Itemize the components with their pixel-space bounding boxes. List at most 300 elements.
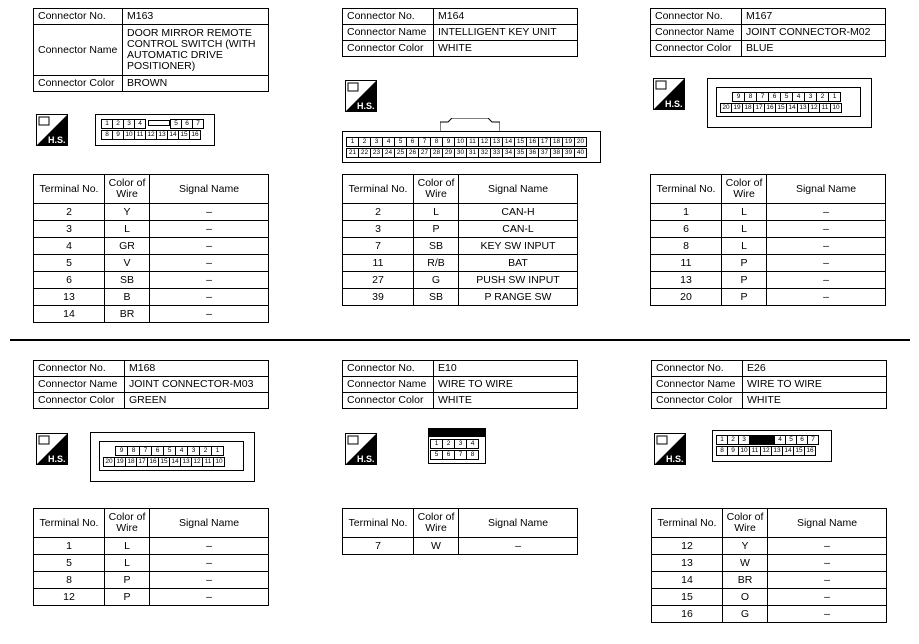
table-cell: 1 xyxy=(651,204,722,221)
pin: 40 xyxy=(574,148,587,158)
pin: 10 xyxy=(738,446,750,456)
pin: 23 xyxy=(370,148,383,158)
table-cell: – xyxy=(767,221,886,238)
pin: 5 xyxy=(394,137,407,147)
pin: 9 xyxy=(732,92,745,102)
pin: 6 xyxy=(406,137,419,147)
table-row xyxy=(34,572,269,589)
pin: 20 xyxy=(103,457,115,467)
connector-face-e26 xyxy=(712,430,832,462)
pin: 13 xyxy=(156,130,168,140)
pin: 16 xyxy=(804,446,816,456)
terminal-no-header: Terminal No. xyxy=(652,509,723,538)
pin: 1 xyxy=(101,119,113,129)
pin: 39 xyxy=(562,148,575,158)
table-cell: – xyxy=(150,306,269,323)
connector-no-label: Connector No. xyxy=(343,361,434,377)
pin: 12 xyxy=(808,103,820,113)
pin: 7 xyxy=(139,446,152,456)
pin: 26 xyxy=(406,148,419,158)
table-row xyxy=(34,555,269,572)
pin: 9 xyxy=(112,130,124,140)
color-of-wire-header: Color of Wire xyxy=(105,175,150,204)
pin: 13 xyxy=(771,446,783,456)
table-cell: – xyxy=(767,204,886,221)
table-row xyxy=(651,204,886,221)
pin-row-bottom xyxy=(104,457,225,467)
pin-row-top xyxy=(717,435,819,445)
pin: 17 xyxy=(136,457,148,467)
table-cell: – xyxy=(768,589,887,606)
table-cell: P xyxy=(105,589,150,606)
table-cell: – xyxy=(459,538,578,555)
pin: 18 xyxy=(742,103,754,113)
pin: 25 xyxy=(394,148,407,158)
table-cell: 39 xyxy=(343,289,414,306)
pin: 14 xyxy=(169,457,181,467)
pin: 10 xyxy=(213,457,225,467)
pin: 20 xyxy=(720,103,732,113)
connector-block-e10 xyxy=(342,360,578,409)
table-cell: 1 xyxy=(34,538,105,555)
signal-name-header: Signal Name xyxy=(459,509,578,538)
table-cell: BR xyxy=(105,306,150,323)
pin: 1 xyxy=(346,137,359,147)
signal-table-m167 xyxy=(650,174,886,306)
color-of-wire-header: Color of Wire xyxy=(723,509,768,538)
table-cell: SB xyxy=(105,272,150,289)
connector-no-label: Connector No. xyxy=(652,361,743,377)
signal-name-header: Signal Name xyxy=(767,175,886,204)
table-row xyxy=(651,289,886,306)
pin: 29 xyxy=(442,148,455,158)
terminal-no-header: Terminal No. xyxy=(343,509,414,538)
table-cell: – xyxy=(150,272,269,289)
pin: 13 xyxy=(490,137,503,147)
table-cell: – xyxy=(768,606,887,623)
connector-face-m164 xyxy=(342,131,601,163)
table-cell: 20 xyxy=(651,289,722,306)
table-row xyxy=(652,538,887,555)
connector-no-label: Connector No. xyxy=(343,9,434,25)
color-of-wire-header: Color of Wire xyxy=(414,175,459,204)
section-divider xyxy=(10,339,910,341)
table-cell: 7 xyxy=(343,538,414,555)
pin-row-bottom xyxy=(717,446,816,456)
pin: 37 xyxy=(538,148,551,158)
table-cell: P xyxy=(722,255,767,272)
table-cell: 3 xyxy=(343,221,414,238)
table-cell: L xyxy=(722,238,767,255)
pin: 12 xyxy=(191,457,203,467)
table-row xyxy=(34,272,269,289)
terminal-no-header: Terminal No. xyxy=(34,175,105,204)
table-cell: 16 xyxy=(652,606,723,623)
table-row xyxy=(651,221,886,238)
connector-no-label: Connector No. xyxy=(34,361,125,377)
pin: 8 xyxy=(127,446,140,456)
pin: 2 xyxy=(442,439,455,449)
pin: 8 xyxy=(101,130,113,140)
signal-name-header: Signal Name xyxy=(150,509,269,538)
pin: 1 xyxy=(211,446,224,456)
table-cell: – xyxy=(150,589,269,606)
table-row xyxy=(34,238,269,255)
table-cell: KEY SW INPUT xyxy=(459,238,578,255)
signal-table-m164 xyxy=(342,174,578,306)
table-cell: R/B xyxy=(414,255,459,272)
table-row xyxy=(343,238,578,255)
pin: 13 xyxy=(797,103,809,113)
harness-side-icon xyxy=(653,78,685,110)
pin: 30 xyxy=(454,148,467,158)
pin: 5 xyxy=(785,435,797,445)
table-cell: Y xyxy=(105,204,150,221)
pin: 6 xyxy=(442,450,455,460)
pin: 14 xyxy=(782,446,794,456)
connector-name-label: Connector Name xyxy=(651,25,742,41)
table-cell: PUSH SW INPUT xyxy=(459,272,578,289)
pin: 7 xyxy=(807,435,819,445)
connector-color-value: BLUE xyxy=(742,41,886,57)
signal-table-e26 xyxy=(651,508,887,623)
table-cell: BAT xyxy=(459,255,578,272)
connector-color-label: Connector Color xyxy=(343,41,434,57)
table-cell: CAN-L xyxy=(459,221,578,238)
connector-block-e26 xyxy=(651,360,887,409)
table-cell: 8 xyxy=(34,572,105,589)
table-row xyxy=(34,589,269,606)
signal-name-header: Signal Name xyxy=(768,509,887,538)
pin: 14 xyxy=(167,130,179,140)
table-row xyxy=(343,204,578,221)
table-row xyxy=(343,221,578,238)
pin: 11 xyxy=(749,446,761,456)
table-cell: L xyxy=(105,538,150,555)
pin: 31 xyxy=(466,148,479,158)
table-cell: W xyxy=(414,538,459,555)
connector-name-label: Connector Name xyxy=(34,377,125,393)
connector-lock xyxy=(749,435,775,445)
table-cell: – xyxy=(150,238,269,255)
table-row xyxy=(651,255,886,272)
pin: 16 xyxy=(764,103,776,113)
pin: 15 xyxy=(178,130,190,140)
pin: 5 xyxy=(170,119,182,129)
table-cell: GR xyxy=(105,238,150,255)
table-cell: – xyxy=(150,572,269,589)
pin: 8 xyxy=(744,92,757,102)
table-row xyxy=(34,306,269,323)
harness-side-icon xyxy=(345,80,377,112)
table-cell: – xyxy=(150,538,269,555)
connector-color-label: Connector Color xyxy=(343,393,434,409)
table-cell: 15 xyxy=(652,589,723,606)
pin-row-top xyxy=(116,446,224,456)
harness-side-icon xyxy=(345,433,377,465)
table-row xyxy=(343,272,578,289)
pin: 3 xyxy=(804,92,817,102)
pin: 18 xyxy=(550,137,563,147)
pin: 8 xyxy=(716,446,728,456)
pin: 4 xyxy=(134,119,146,129)
table-cell: 11 xyxy=(651,255,722,272)
table-cell: V xyxy=(105,255,150,272)
pin-row-top xyxy=(102,119,204,129)
table-cell: P xyxy=(722,272,767,289)
table-row xyxy=(652,606,887,623)
connector-name-value: JOINT CONNECTOR-M02 xyxy=(742,25,886,41)
pin: 1 xyxy=(716,435,728,445)
connector-color-label: Connector Color xyxy=(34,393,125,409)
pin: 10 xyxy=(123,130,135,140)
table-cell: 3 xyxy=(34,221,105,238)
connector-color-label: Connector Color xyxy=(34,76,123,92)
pin: 5 xyxy=(430,450,443,460)
connector-no-value: E26 xyxy=(743,361,887,377)
connector-latch xyxy=(440,118,500,132)
table-cell: – xyxy=(767,255,886,272)
pin: 34 xyxy=(502,148,515,158)
connector-no-value: M168 xyxy=(125,361,269,377)
pin: 2 xyxy=(358,137,371,147)
harness-side-icon xyxy=(654,433,686,465)
table-cell: 2 xyxy=(34,204,105,221)
connector-face-m168 xyxy=(90,432,255,482)
table-cell: P xyxy=(414,221,459,238)
table-cell: 7 xyxy=(343,238,414,255)
table-cell: 2 xyxy=(343,204,414,221)
pin: 1 xyxy=(430,439,443,449)
table-cell: 8 xyxy=(651,238,722,255)
table-row xyxy=(652,589,887,606)
table-cell: B xyxy=(105,289,150,306)
color-of-wire-header: Color of Wire xyxy=(722,175,767,204)
signal-name-header: Signal Name xyxy=(459,175,578,204)
table-cell: L xyxy=(722,221,767,238)
pin: 1 xyxy=(828,92,841,102)
connector-name-label: Connector Name xyxy=(652,377,743,393)
pin: 3 xyxy=(738,435,750,445)
pin: 15 xyxy=(514,137,527,147)
pin: 15 xyxy=(775,103,787,113)
table-cell: – xyxy=(767,272,886,289)
table-cell: 13 xyxy=(652,555,723,572)
connector-color-value: GREEN xyxy=(125,393,269,409)
pin: 14 xyxy=(786,103,798,113)
connector-name-value: INTELLIGENT KEY UNIT xyxy=(434,25,578,41)
pin: 4 xyxy=(382,137,395,147)
pin: 17 xyxy=(753,103,765,113)
pin: 2 xyxy=(199,446,212,456)
pin: 11 xyxy=(202,457,214,467)
table-cell: L xyxy=(722,204,767,221)
connector-color-value: WHITE xyxy=(434,41,578,57)
table-cell: CAN-H xyxy=(459,204,578,221)
signal-table-e10 xyxy=(342,508,578,555)
pin: 2 xyxy=(112,119,124,129)
connector-no-label: Connector No. xyxy=(651,9,742,25)
table-row xyxy=(34,289,269,306)
table-cell: 27 xyxy=(343,272,414,289)
table-row xyxy=(343,538,578,555)
pin: 17 xyxy=(538,137,551,147)
pin: 36 xyxy=(526,148,539,158)
table-cell: 5 xyxy=(34,555,105,572)
pin: 11 xyxy=(466,137,479,147)
pin: 12 xyxy=(760,446,772,456)
table-cell: – xyxy=(150,289,269,306)
table-cell: SB xyxy=(414,238,459,255)
pin: 3 xyxy=(454,439,467,449)
connector-name-label: Connector Name xyxy=(343,377,434,393)
pin: 4 xyxy=(175,446,188,456)
pin: 24 xyxy=(382,148,395,158)
table-cell: 5 xyxy=(34,255,105,272)
pin: 6 xyxy=(768,92,781,102)
connector-color-label: Connector Color xyxy=(652,393,743,409)
table-cell: – xyxy=(767,289,886,306)
table-row xyxy=(343,255,578,272)
table-cell: – xyxy=(767,238,886,255)
hs-label: H.S. xyxy=(665,99,683,109)
pin: 18 xyxy=(125,457,137,467)
table-row xyxy=(652,572,887,589)
pin-row-top xyxy=(431,439,479,449)
pin: 19 xyxy=(114,457,126,467)
signal-table-m168 xyxy=(33,508,269,606)
table-cell: L xyxy=(105,555,150,572)
table-cell: Y xyxy=(723,538,768,555)
terminal-no-header: Terminal No. xyxy=(651,175,722,204)
pin: 8 xyxy=(466,450,479,460)
hs-label: H.S. xyxy=(48,135,66,145)
pin: 6 xyxy=(181,119,193,129)
pin-row-top xyxy=(347,137,587,147)
pin: 9 xyxy=(727,446,739,456)
table-cell: 6 xyxy=(651,221,722,238)
pin: 15 xyxy=(158,457,170,467)
pin: 2 xyxy=(727,435,739,445)
pin: 5 xyxy=(163,446,176,456)
table-row xyxy=(651,238,886,255)
table-row xyxy=(34,255,269,272)
pin: 7 xyxy=(756,92,769,102)
connector-info-table xyxy=(33,8,269,92)
connector-color-value: BROWN xyxy=(123,76,269,92)
table-cell: – xyxy=(150,204,269,221)
pin: 9 xyxy=(115,446,128,456)
pin: 33 xyxy=(490,148,503,158)
pin: 4 xyxy=(792,92,805,102)
table-cell: P RANGE SW xyxy=(459,289,578,306)
connector-block-m168 xyxy=(33,360,269,409)
table-cell: G xyxy=(414,272,459,289)
pin: 3 xyxy=(187,446,200,456)
pin: 10 xyxy=(454,137,467,147)
connector-no-value: M167 xyxy=(742,9,886,25)
pin: 6 xyxy=(796,435,808,445)
table-cell: 11 xyxy=(343,255,414,272)
pin-row-bottom xyxy=(347,148,587,158)
table-cell: P xyxy=(105,572,150,589)
pin: 32 xyxy=(478,148,491,158)
pin: 7 xyxy=(454,450,467,460)
pin-row-bottom xyxy=(102,130,201,140)
connector-block-m164 xyxy=(342,8,578,57)
pin: 12 xyxy=(478,137,491,147)
pin-row-bottom xyxy=(431,450,479,460)
table-row xyxy=(651,272,886,289)
pin: 10 xyxy=(830,103,842,113)
pin: 3 xyxy=(123,119,135,129)
pin: 13 xyxy=(180,457,192,467)
hs-label: H.S. xyxy=(666,454,684,464)
connector-name-label: Connector Name xyxy=(343,25,434,41)
connector-name-value: DOOR MIRROR REMOTE CONTROL SWITCH (WITH AUTOMATIC DRIVE POSITIONER) xyxy=(123,25,269,76)
pin: 11 xyxy=(819,103,831,113)
table-cell: – xyxy=(768,538,887,555)
pin-row-bottom xyxy=(721,103,842,113)
table-row xyxy=(34,538,269,555)
table-row xyxy=(34,221,269,238)
table-cell: – xyxy=(768,572,887,589)
connector-face-m167 xyxy=(707,78,872,128)
pin: 19 xyxy=(731,103,743,113)
terminal-no-header: Terminal No. xyxy=(343,175,414,204)
table-row xyxy=(652,555,887,572)
table-cell: G xyxy=(723,606,768,623)
table-cell: 12 xyxy=(652,538,723,555)
table-cell: SB xyxy=(414,289,459,306)
pin: 2 xyxy=(816,92,829,102)
connector-block-m163 xyxy=(33,8,269,92)
harness-side-icon xyxy=(36,433,68,465)
pin: 8 xyxy=(430,137,443,147)
pin: 15 xyxy=(793,446,805,456)
pin: 5 xyxy=(780,92,793,102)
signal-name-header: Signal Name xyxy=(150,175,269,204)
connector-name-value: WIRE TO WIRE xyxy=(434,377,578,393)
connector-block-m167 xyxy=(650,8,886,57)
table-cell: BR xyxy=(723,572,768,589)
connector-no-value: E10 xyxy=(434,361,578,377)
color-of-wire-header: Color of Wire xyxy=(414,509,459,538)
pin: 14 xyxy=(502,137,515,147)
pin: 4 xyxy=(774,435,786,445)
connector-name-label: Connector Name xyxy=(34,25,123,76)
table-row xyxy=(34,204,269,221)
pin: 7 xyxy=(192,119,204,129)
table-cell: 14 xyxy=(34,306,105,323)
pin: 9 xyxy=(442,137,455,147)
table-cell: 14 xyxy=(652,572,723,589)
pin: 3 xyxy=(370,137,383,147)
table-cell: – xyxy=(150,255,269,272)
pin: 35 xyxy=(514,148,527,158)
connector-lock xyxy=(145,119,171,129)
table-cell: 6 xyxy=(34,272,105,289)
table-cell: L xyxy=(105,221,150,238)
pin-row-top xyxy=(733,92,841,102)
table-cell: O xyxy=(723,589,768,606)
pin: 22 xyxy=(358,148,371,158)
pin: 4 xyxy=(466,439,479,449)
harness-side-icon xyxy=(36,114,68,146)
table-cell: L xyxy=(414,204,459,221)
connector-no-value: M163 xyxy=(123,9,269,25)
table-cell: P xyxy=(722,289,767,306)
